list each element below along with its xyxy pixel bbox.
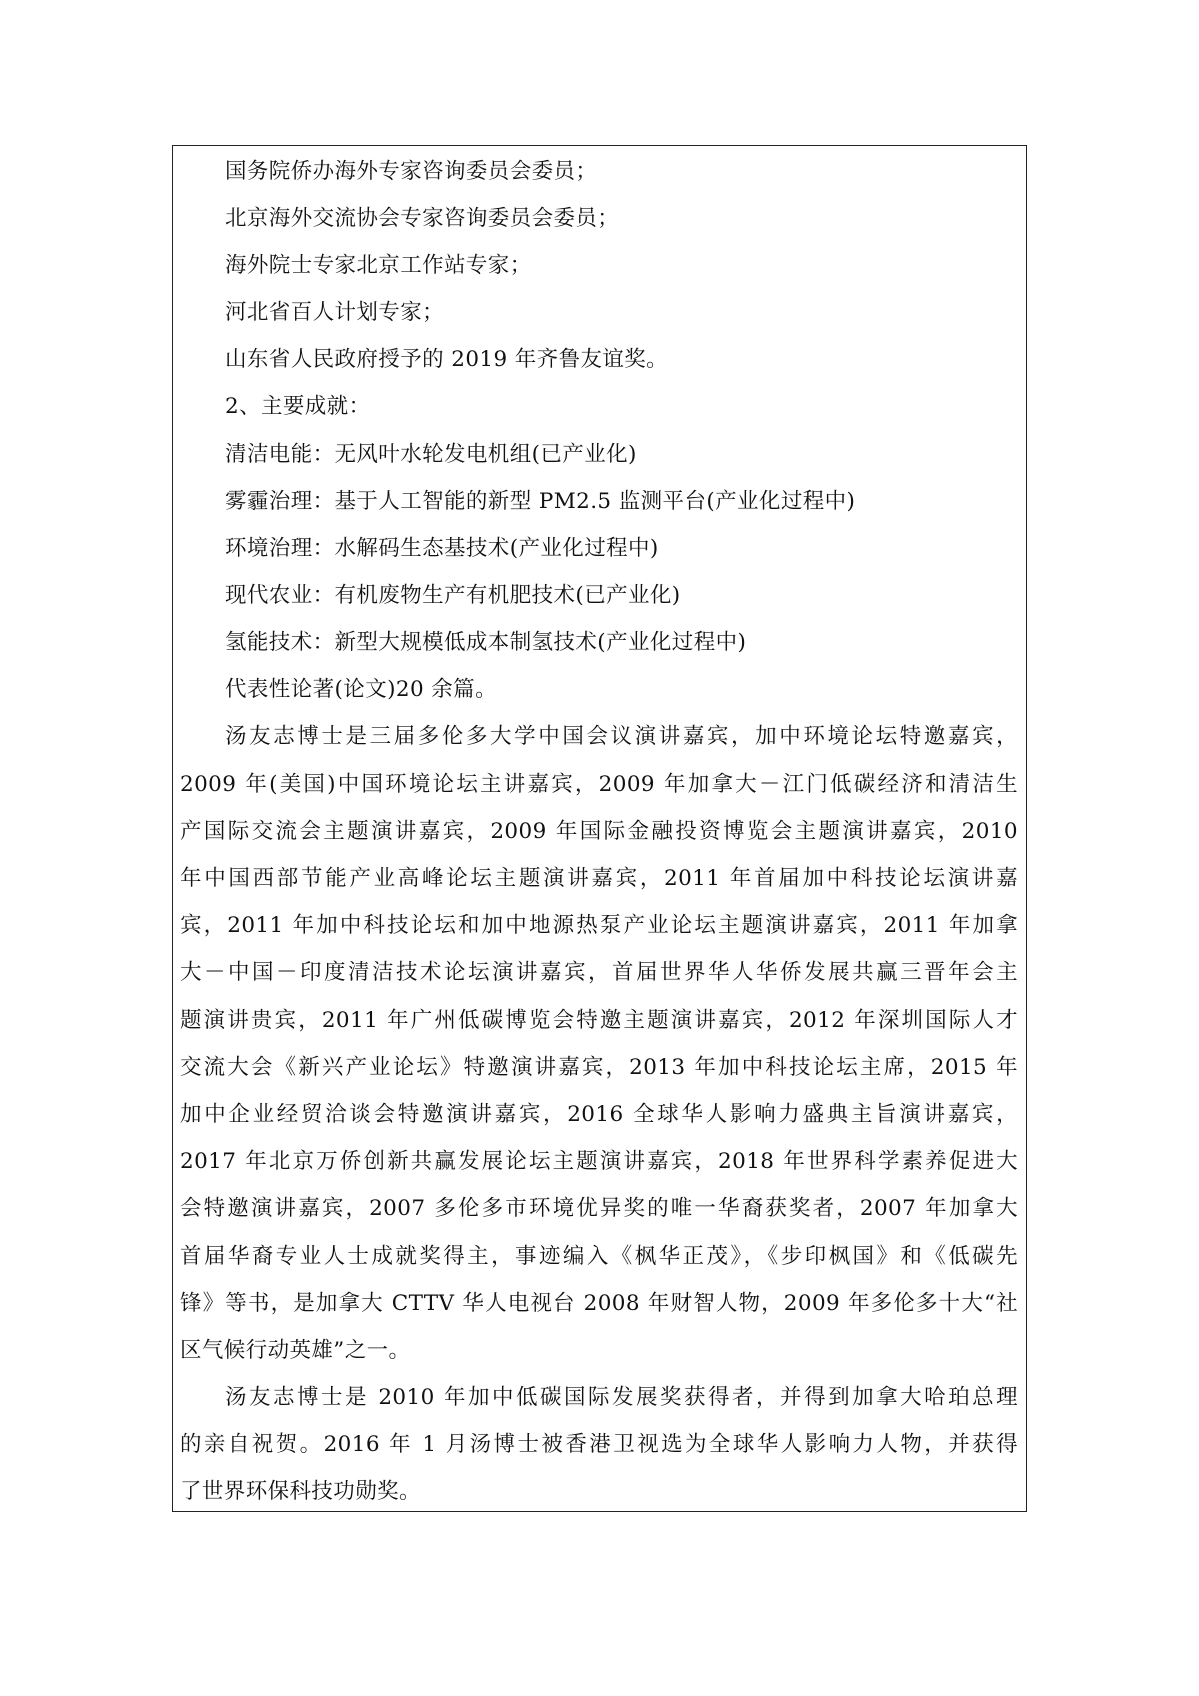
- achievement-line: 清洁电能：无风叶水轮发电机组(已产业化): [225, 442, 637, 467]
- paragraph-line: 宾，2011 年加中科技论坛和加中地源热泵产业论坛主题演讲嘉宾，2011 年加拿: [180, 913, 1018, 938]
- paragraph-line: 了世界环保科技功勋奖。: [180, 1479, 421, 1504]
- paragraph-line: 产国际交流会主题演讲嘉宾，2009 年国际金融投资博览会主题演讲嘉宾，2010: [180, 819, 1018, 844]
- honor-line: 河北省百人计划专家；: [225, 300, 445, 325]
- honor-line: 北京海外交流协会专家咨询委员会委员；: [225, 206, 620, 231]
- achievements-heading: 2、主要成就：: [225, 394, 371, 419]
- honor-line: 海外院士专家北京工作站专家；: [225, 253, 532, 278]
- paragraph-line: 题演讲贵宾，2011 年广州低碳博览会特邀主题演讲嘉宾，2012 年深圳国际人才: [180, 1008, 1018, 1033]
- paragraph-line: 汤友志博士是三届多伦多大学中国会议演讲嘉宾，加中环境论坛特邀嘉宾，: [225, 724, 1018, 749]
- paragraph-line: 区气候行动英雄”之一。: [180, 1338, 411, 1363]
- paragraph-line: 锋》等书，是加拿大 CTTV 华人电视台 2008 年财智人物，2009 年多伦多十大“社: [180, 1291, 1018, 1316]
- paragraph-line: 的亲自祝贺。2016 年 1 月汤博士被香港卫视选为全球华人影响力人物，并获得: [180, 1432, 1018, 1457]
- paragraph-line: 大－中国－印度清洁技术论坛演讲嘉宾，首届世界华人华侨发展共赢三晋年会主: [180, 960, 1018, 985]
- papers-line: 代表性论著(论文)20 余篇。: [225, 677, 497, 702]
- paragraph-line: 2017 年北京万侨创新共赢发展论坛主题演讲嘉宾，2018 年世界科学素养促进大: [180, 1149, 1018, 1174]
- paragraph-line: 交流大会《新兴产业论坛》特邀演讲嘉宾，2013 年加中科技论坛主席，2015 年: [180, 1055, 1018, 1080]
- honor-line: 国务院侨办海外专家咨询委员会委员；: [225, 159, 598, 184]
- achievement-line: 环境治理：水解码生态基技术(产业化过程中): [225, 536, 659, 561]
- paragraph-line: 会特邀演讲嘉宾，2007 多伦多市环境优异奖的唯一华裔获奖者，2007 年加拿大: [180, 1196, 1018, 1221]
- paragraph-line: 首届华裔专业人士成就奖得主，事迹编入《枫华正茂》，《步印枫国》和《低碳先: [180, 1244, 1018, 1269]
- paragraph-line: 年中国西部节能产业高峰论坛主题演讲嘉宾，2011 年首届加中科技论坛演讲嘉: [180, 866, 1018, 891]
- achievement-line: 雾霾治理：基于人工智能的新型 PM2.5 监测平台(产业化过程中): [225, 489, 856, 514]
- achievement-line: 现代农业：有机废物生产有机肥技术(已产业化): [225, 583, 681, 608]
- paragraph-line: 汤友志博士是 2010 年加中低碳国际发展奖获得者，并得到加拿大哈珀总理: [225, 1385, 1018, 1410]
- paragraph-line: 加中企业经贸洽谈会特邀演讲嘉宾，2016 全球华人影响力盛典主旨演讲嘉宾，: [180, 1102, 1018, 1127]
- paragraph-line: 2009 年(美国)中国环境论坛主讲嘉宾，2009 年加拿大－江门低碳经济和清洁生: [180, 772, 1018, 797]
- honor-line: 山东省人民政府授予的 2019 年齐鲁友谊奖。: [225, 347, 669, 372]
- achievement-line: 氢能技术：新型大规模低成本制氢技术(产业化过程中): [225, 630, 747, 655]
